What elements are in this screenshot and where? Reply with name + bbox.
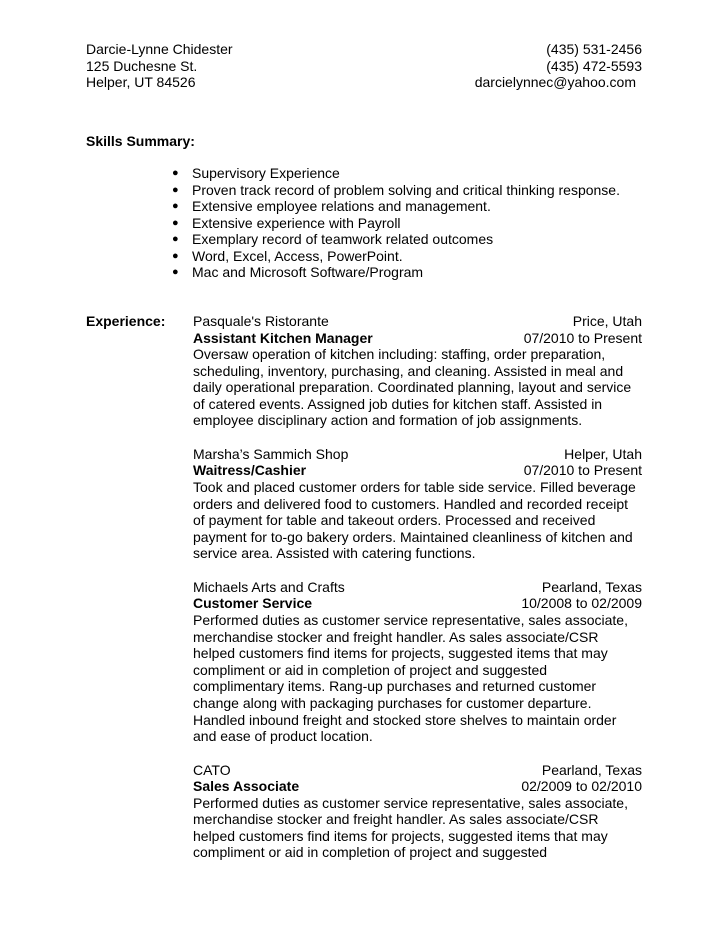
job-description-line: helped customers find items for projects, suggested items that may xyxy=(193,827,608,844)
job-title-row xyxy=(193,330,642,347)
job-description-line: and ease of product location. xyxy=(193,728,373,745)
job-dates: 02/2009 to 02/2010 xyxy=(521,778,642,795)
bullet-icon: ● xyxy=(172,200,179,212)
job-description-line: Handled inbound freight and stocked store shelves to maintain order xyxy=(193,711,617,728)
skills-heading: Skills Summary: xyxy=(86,133,195,149)
bullet-icon: ● xyxy=(172,266,179,278)
job-title: Waitress/Cashier xyxy=(193,462,307,479)
experience-list xyxy=(193,313,642,878)
job-title: Assistant Kitchen Manager xyxy=(193,329,373,346)
job-description-line: payment for to-go bakery orders. Maintained cleanliness of kitchen and xyxy=(193,528,633,545)
job-location: Pearland, Texas xyxy=(541,761,642,778)
skill-text: Proven track record of problem solving and critical thinking response. xyxy=(192,181,620,198)
skill-text: Extensive experience with Payroll xyxy=(192,214,401,231)
contact-street: 125 Duchesne St. xyxy=(86,57,198,74)
job-description-line: change along with packaging purchases for customer departure. xyxy=(193,694,592,711)
job-employer-row xyxy=(193,313,642,330)
job-description-line: orders and delivered food to customers. Handled and recorded receipt xyxy=(193,495,629,512)
job-employer-row xyxy=(193,579,642,596)
skill-text: Exemplary record of teamwork related outcomes xyxy=(192,231,494,247)
skill-item xyxy=(172,248,620,265)
job-dates: 07/2010 to Present xyxy=(523,329,642,346)
job-employer: Marsha’s Sammich Shop xyxy=(193,445,349,462)
contact-phone-1: (435) 531-2456 xyxy=(546,41,642,57)
job-entry xyxy=(193,313,642,429)
job-description-line: helped customers find items for projects, suggested items that may xyxy=(193,645,608,662)
skill-item xyxy=(172,182,620,199)
job-entry xyxy=(193,446,642,562)
skill-text: Mac and Microsoft Software/Program xyxy=(192,264,424,280)
job-title: Customer Service xyxy=(193,595,313,612)
job-description-line: Took and placed customer orders for table side service. Filled beverage xyxy=(193,478,636,495)
job-dates: 07/2010 to Present xyxy=(523,462,642,479)
job-description-line: complimentary items. Rang-up purchases and returned customer xyxy=(193,678,597,695)
skill-text: Extensive employee relations and management. xyxy=(192,198,491,214)
skill-item xyxy=(172,264,620,281)
contact-city: Helper, UT 84526 xyxy=(86,74,196,90)
job-description xyxy=(193,612,642,745)
job-location: Helper, Utah xyxy=(564,445,642,462)
job-entry xyxy=(193,762,642,861)
job-description xyxy=(193,346,642,429)
job-title-row xyxy=(193,595,642,612)
contact-header xyxy=(86,41,642,91)
job-title-row xyxy=(193,462,642,479)
job-description-line: service area. Assisted with catering functions. xyxy=(193,545,476,562)
bullet-icon: ● xyxy=(172,233,179,245)
job-description-line: scheduling, inventory, purchasing, and cleaning. Assisted in meal and xyxy=(193,362,624,379)
bullet-icon: ● xyxy=(172,183,179,196)
job-employer: CATO xyxy=(193,761,231,778)
job-description-line: merchandise stocker and freight handler. As sales associate/CSR xyxy=(193,811,599,828)
job-description-line: daily operational preparation. Coordinated planning, layout and service xyxy=(193,379,632,396)
job-description-line: employee disciplinary action and formation of job assignments. xyxy=(193,412,583,429)
experience-heading: Experience: xyxy=(86,313,166,329)
skills-list xyxy=(172,165,620,281)
job-description xyxy=(193,479,642,562)
job-description-line: merchandise stocker and freight handler. As sales associate/CSR xyxy=(193,628,599,645)
job-description xyxy=(193,795,642,861)
contact-name: Darcie-Lynne Chidester xyxy=(86,41,233,57)
contact-row-1 xyxy=(86,41,642,58)
job-location: Pearland, Texas xyxy=(541,578,642,595)
job-description-line: Performed duties as customer service representative, sales associate, xyxy=(193,611,628,628)
skill-text: Word, Excel, Access, PowerPoint. xyxy=(192,247,403,264)
job-description-line: Performed duties as customer service representative, sales associate, xyxy=(193,794,628,811)
job-employer: Pasquale's Ristorante xyxy=(193,313,329,329)
bullet-icon: ● xyxy=(172,216,179,229)
job-title-row xyxy=(193,778,642,795)
contact-row-3 xyxy=(86,74,642,91)
job-description-line: Oversaw operation of kitchen including: staffing, order preparation, xyxy=(193,346,606,362)
contact-row-2 xyxy=(86,58,642,75)
bullet-icon: ● xyxy=(172,167,179,179)
skill-text: Supervisory Experience xyxy=(192,165,340,181)
job-employer-row xyxy=(193,446,642,463)
contact-phone-2: (435) 472-5593 xyxy=(546,57,642,74)
job-description-line: of catered events. Assigned job duties for kitchen staff. Assisted in xyxy=(193,395,603,412)
job-employer-row xyxy=(193,762,642,779)
job-description-line: of payment for table and takeout orders. Processed and received xyxy=(193,512,596,529)
skill-item xyxy=(172,165,620,182)
job-title: Sales Associate xyxy=(193,778,300,795)
job-employer: Michaels Arts and Crafts xyxy=(193,578,345,595)
job-dates: 10/2008 to 02/2009 xyxy=(521,595,642,612)
skill-item xyxy=(172,215,620,232)
job-location: Price, Utah xyxy=(572,313,642,329)
skill-item xyxy=(172,231,620,248)
contact-email: darcielynnec@yahoo.com xyxy=(474,74,636,90)
job-description-line: compliment or aid in completion of project and suggested xyxy=(193,661,548,678)
job-entry xyxy=(193,579,642,745)
bullet-icon: ● xyxy=(172,249,179,262)
skill-item xyxy=(172,198,620,215)
job-description-line: compliment or aid in completion of project and suggested xyxy=(193,844,548,861)
